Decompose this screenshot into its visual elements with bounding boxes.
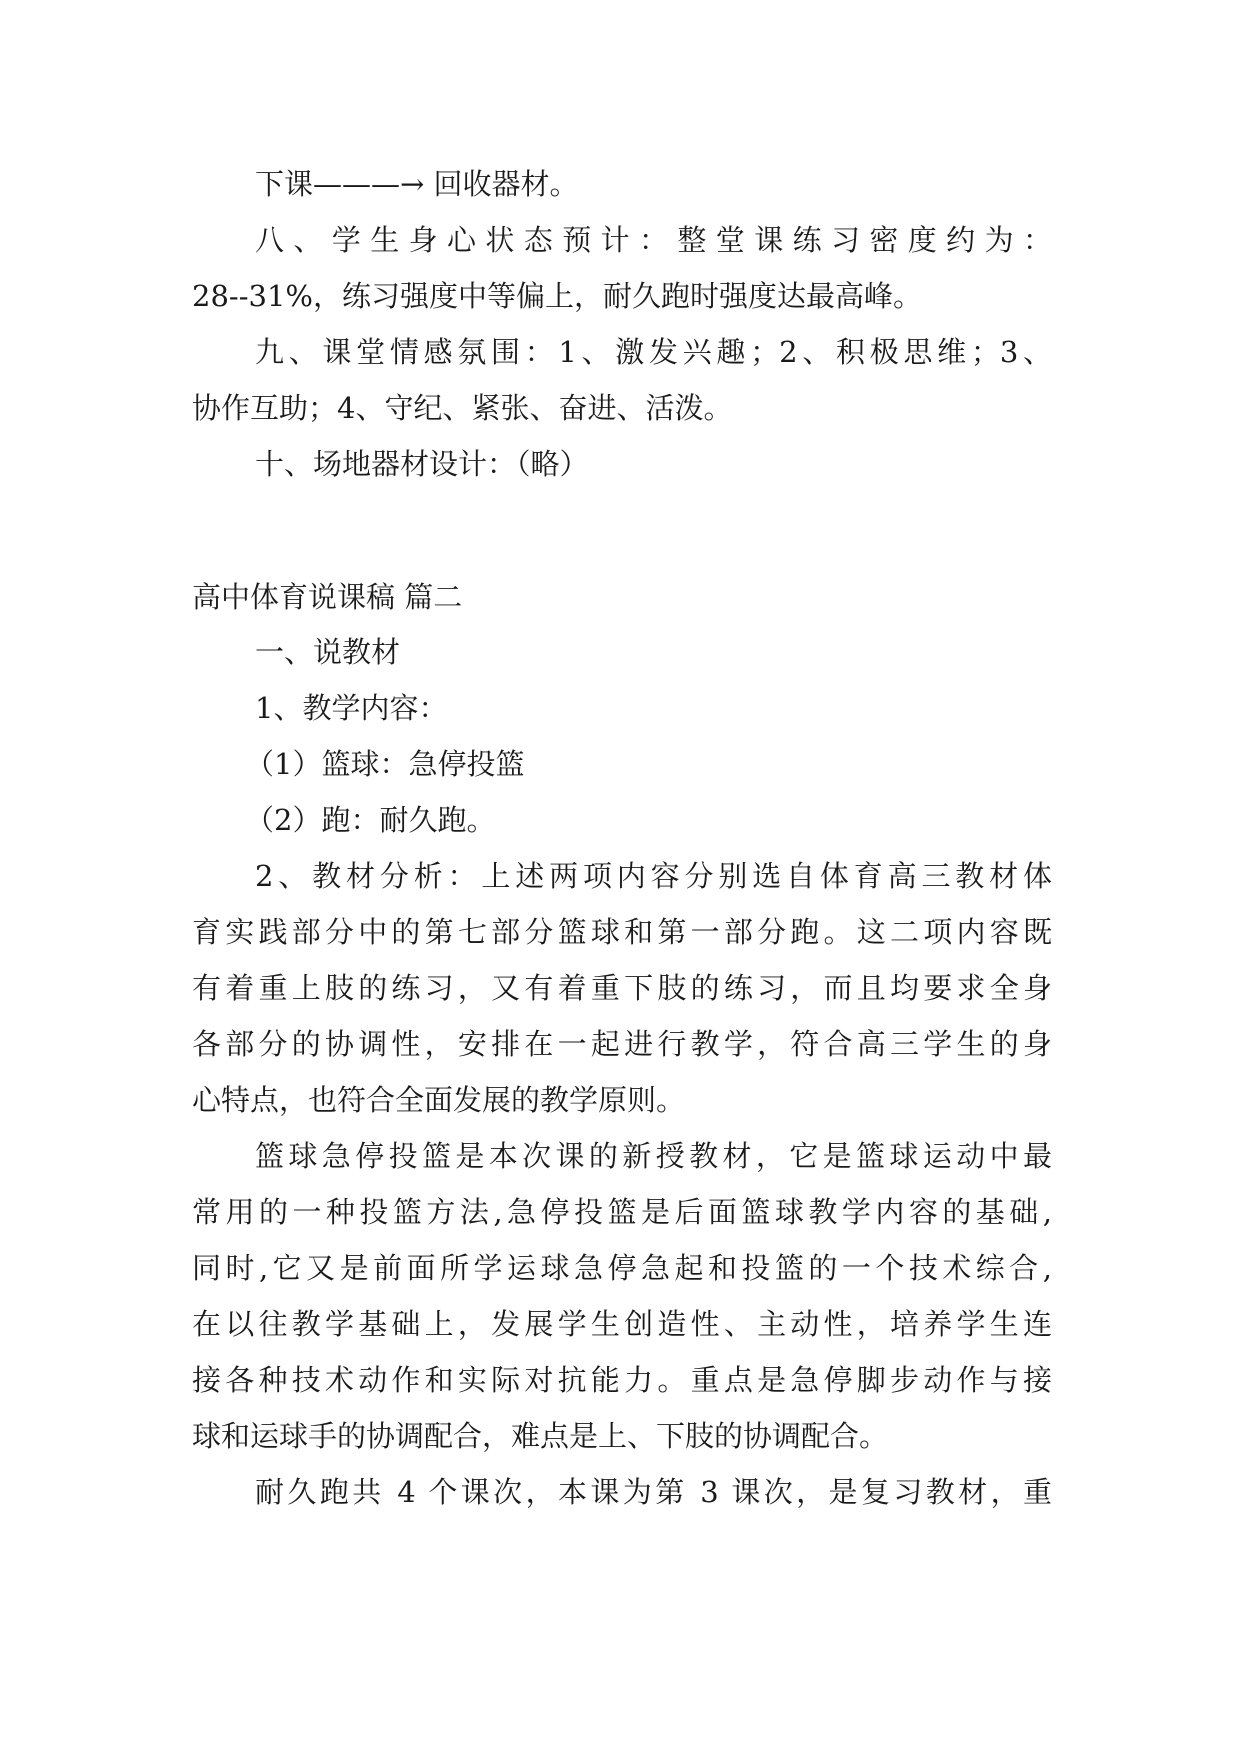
text-line: 八、学生身心状态预计：整堂课练习密度约为： <box>255 223 1052 257</box>
text-line: 接各种技术动作和实际对抗能力。重点是急停脚步动作与接 <box>192 1363 1052 1397</box>
text-line: 同时,它又是前面所学运球急停急起和投篮的一个技术综合, <box>192 1251 1052 1285</box>
text-line: 心特点，也符合全面发展的教学原则。 <box>192 1083 686 1117</box>
text-line: 十、场地器材设计：（略） <box>255 447 589 481</box>
text-line: 篮球急停投篮是本次课的新授教材，它是篮球运动中最 <box>255 1139 1052 1173</box>
text-line: （2）跑：耐久跑。 <box>245 803 496 837</box>
section-heading: 高中体育说课稿 篇二 <box>192 580 463 614</box>
text-line: 有着重上肢的练习，又有着重下肢的练习，而且均要求全身 <box>192 971 1052 1005</box>
text-line: 下课———→ 回收器材。 <box>255 167 579 201</box>
text-line: （1）篮球：急停投篮 <box>245 747 525 781</box>
text-line: 协作互助；4、守纪、紧张、奋进、活泼。 <box>192 391 733 425</box>
text-line: 常用的一种投篮方法,急停投篮是后面篮球教学内容的基础, <box>192 1195 1052 1229</box>
text-line: 2、教材分析：上述两项内容分别选自体育高三教材体 <box>255 859 1052 893</box>
text-line: 球和运球手的协调配合，难点是上、下肢的协调配合。 <box>192 1419 889 1453</box>
text-line: 一、说教材 <box>255 635 401 669</box>
text-line: 九、课堂情感氛围：1、激发兴趣；2、积极思维；3、 <box>255 335 1052 369</box>
text-line: 各部分的协调性，安排在一起进行教学，符合高三学生的身 <box>192 1027 1052 1061</box>
text-line: 1、教学内容： <box>255 691 448 725</box>
text-line: 在以往教学基础上，发展学生创造性、主动性，培养学生连 <box>192 1307 1052 1341</box>
text-line: 28--31%，练习强度中等偏上，耐久跑时强度达最高峰。 <box>192 279 922 313</box>
text-line: 耐久跑共 4 个课次，本课为第 3 课次，是复习教材，重 <box>255 1475 1052 1509</box>
text-line: 育实践部分中的第七部分篮球和第一部分跑。这二项内容既 <box>192 915 1052 949</box>
